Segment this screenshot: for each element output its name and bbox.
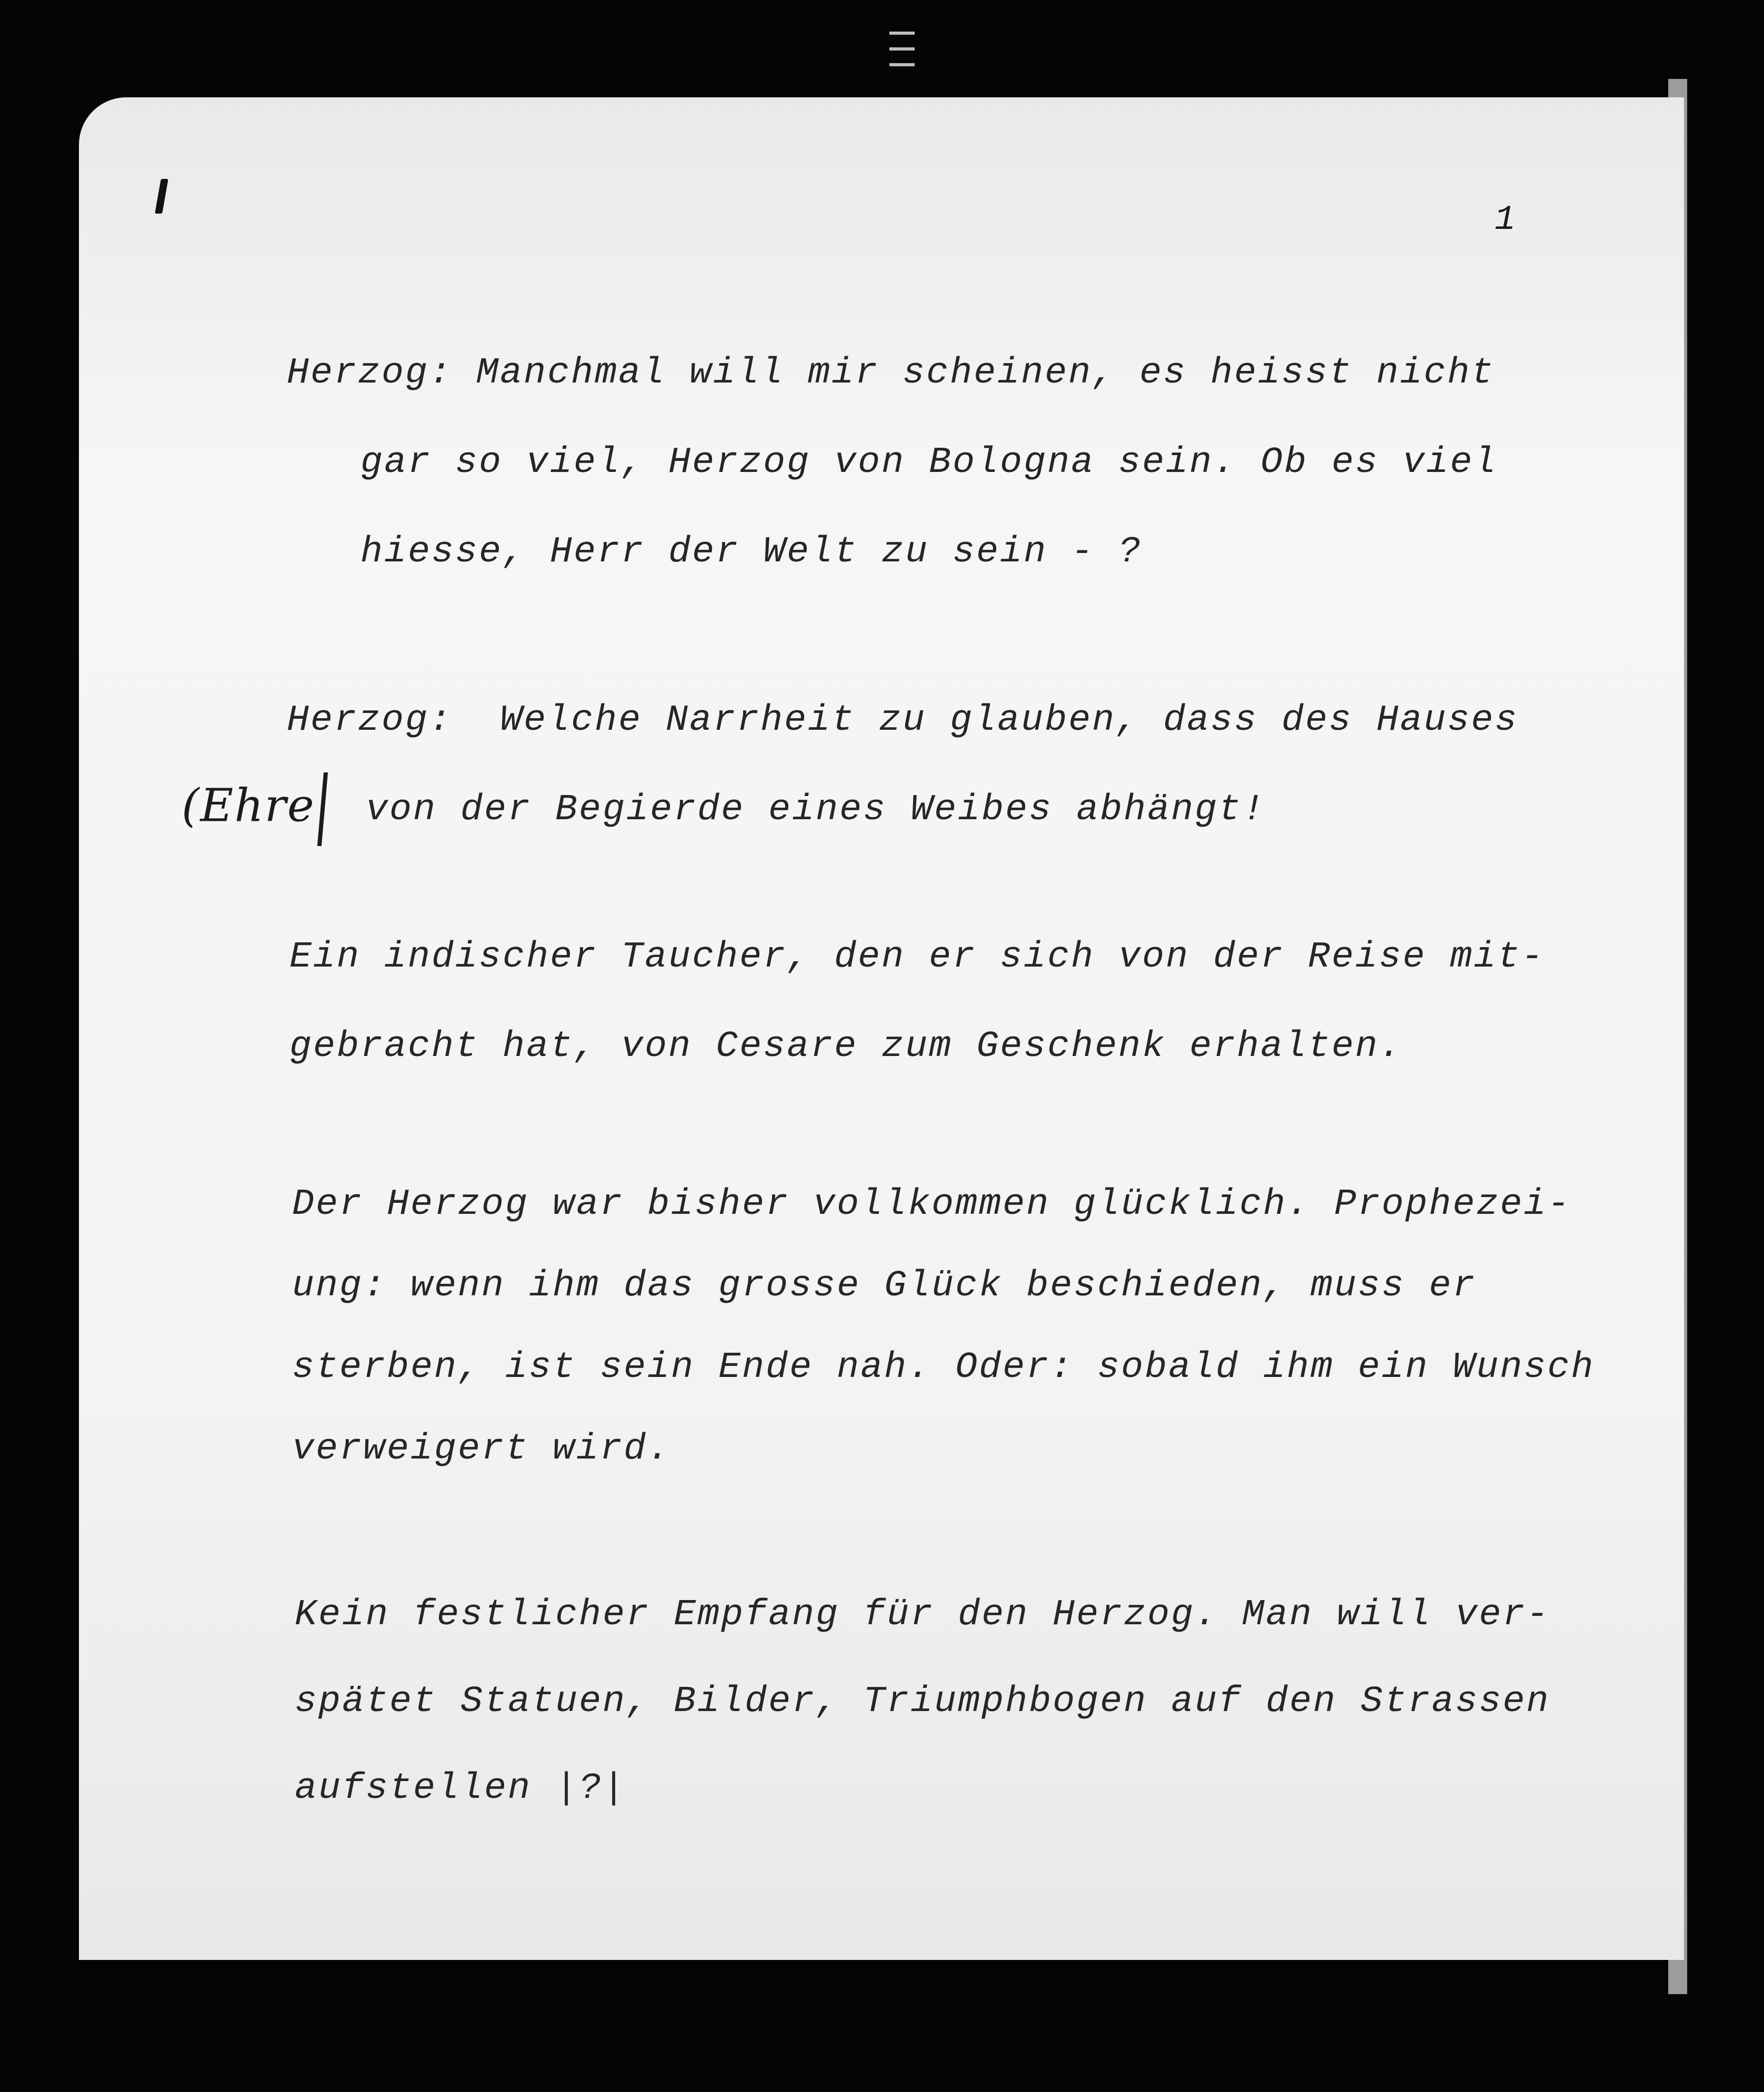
- paragraph-line: verweigert wird.: [292, 1429, 671, 1470]
- handwritten-margin-note: [182, 772, 325, 846]
- paragraph-line: Herzog: Welche Narrheit zu glauben, dass des Hauses: [287, 700, 1519, 741]
- paragraph-1: [287, 353, 1498, 573]
- paragraph-line: Kein festlicher Empfang für den Herzog. Man will ver-: [295, 1594, 1550, 1636]
- paragraph-line: spätet Statuen, Bilder, Triumphbogen auf den Strassen: [295, 1681, 1550, 1723]
- paragraph-line: aufstellen |?|: [295, 1768, 627, 1809]
- paragraph-line: von der Begierde eines Weibes abhängt!: [366, 789, 1266, 831]
- paragraph-line: gar so viel, Herzog von Bologna sein. Ob es viel: [360, 442, 1498, 484]
- paragraph-5: [295, 1594, 1550, 1809]
- crop-mark-top-second: [889, 47, 915, 51]
- typed-page: [79, 97, 1684, 1960]
- paragraph-4: [292, 1184, 1595, 1470]
- paragraph-line: Ein indischer Taucher, den er sich von der Reise mit-: [289, 937, 1545, 978]
- handwritten-note-text: (Ehre: [182, 779, 315, 832]
- paragraph-line: Herzog: Manchmal will mir scheinen, es heisst nicht: [287, 353, 1495, 394]
- margin-tick-mark: [155, 179, 168, 214]
- paragraph-3: [289, 937, 1545, 1103]
- crop-mark-top-third: [889, 63, 915, 66]
- paragraph-line: gebracht hat, von Cesare zum Geschenk erhalten.: [289, 1026, 1403, 1068]
- page-number: 1: [1495, 200, 1516, 239]
- paragraph-line: Der Herzog war bisher vollkommen glücklich. Prophezei-: [292, 1184, 1571, 1225]
- paragraph-line: ung: wenn ihm das grosse Glück beschieden, muss er: [292, 1265, 1477, 1307]
- paragraph-line: hiesse, Herr der Welt zu sein - ?: [360, 531, 1142, 573]
- paragraph-line: sterben, ist sein Ende nah. Oder: sobald ihm ein Wunsch: [292, 1347, 1595, 1389]
- crop-mark-top: [889, 32, 915, 35]
